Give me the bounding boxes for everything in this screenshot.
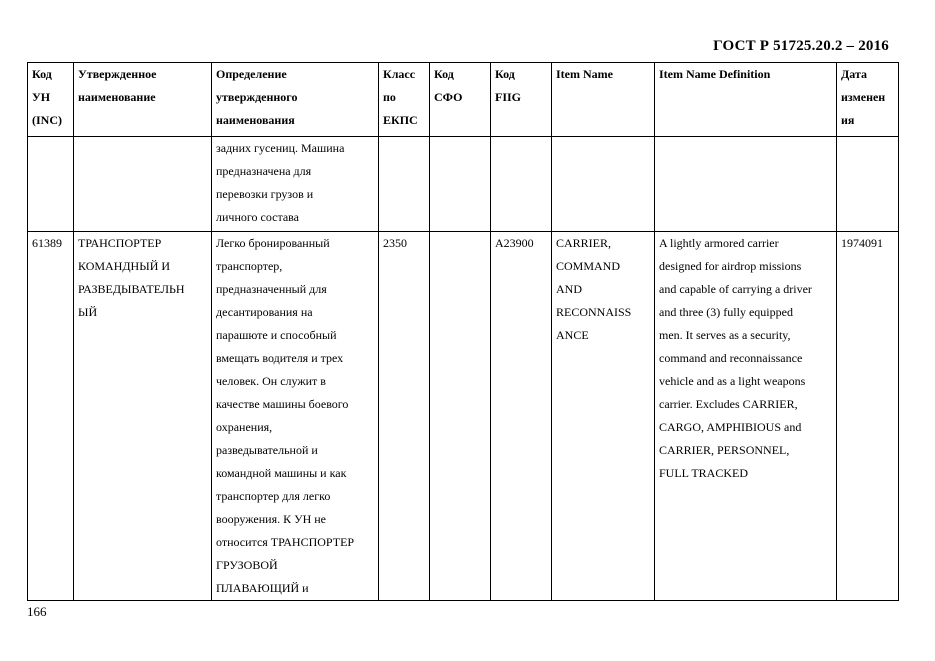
cell-code-sfo [430, 137, 491, 232]
page-number: 166 [27, 604, 47, 619]
cell-inc [28, 137, 74, 232]
cell-item-name-definition: A lightly armored carrier designed for airdrop missions and capable of carrying a driver and three (3) fully equipped men. It serves as a security, command and reconnaissance vehicle and as a light weapons carrier. Excludes CARRIER, CARGO, AMPHIBIOUS and CARRIER, PERSONNEL, FULL TRACKED [655, 232, 837, 601]
cell-definition: задних гусениц. Машина предназначена для перевозки грузов и личного состава [212, 137, 379, 232]
column-header-item-name: Item Name [552, 63, 655, 137]
cell-item-name [552, 137, 655, 232]
cell-date-changed: 1974091 [837, 232, 899, 601]
cell-inc: 61389 [28, 232, 74, 601]
document-id: ГОСТ Р 51725.20.2 – 2016 [713, 38, 889, 54]
cell-code-fiig [491, 137, 552, 232]
table-row [28, 137, 899, 232]
column-header-approved-name: Утвержденное наименование [74, 63, 212, 137]
cell-item-name: CARRIER, COMMAND AND RECONNAISS ANCE [552, 232, 655, 601]
column-header-inc: Код УН (INC) [28, 63, 74, 137]
cell-definition: Легко бронированный транспортер, предназначенный для десантирования на парашюте и способный вмещать водителя и трех человек. Он служит в качестве машины боевого охранения, разведывательной и командной машины и как транспортер для легко вооружения. К УН не относится ТРАНСПОРТЕР ГРУЗОВОЙ ПЛАВАЮЩИЙ и [212, 232, 379, 601]
table-row [28, 232, 899, 601]
column-header-definition: Определение утвержденного наименования [212, 63, 379, 137]
cell-item-name-definition [655, 137, 837, 232]
cell-class-ekps [379, 137, 430, 232]
column-header-item-name-definition: Item Name Definition [655, 63, 837, 137]
cell-code-fiig: A23900 [491, 232, 552, 601]
column-header-date-changed: Дата изменен ия [837, 63, 899, 137]
cell-date-changed [837, 137, 899, 232]
cell-class-ekps: 2350 [379, 232, 430, 601]
cell-approved-name [74, 137, 212, 232]
table-header-row [28, 63, 899, 137]
column-header-class-ekps: Класс по ЕКПС [379, 63, 430, 137]
specification-table [27, 62, 899, 601]
cell-code-sfo [430, 232, 491, 601]
column-header-code-sfo: Код СФО [430, 63, 491, 137]
column-header-code-fiig: Код FIIG [491, 63, 552, 137]
cell-approved-name: ТРАНСПОРТЕР КОМАНДНЫЙ И РАЗВЕДЫВАТЕЛЬН ЫЙ [74, 232, 212, 601]
